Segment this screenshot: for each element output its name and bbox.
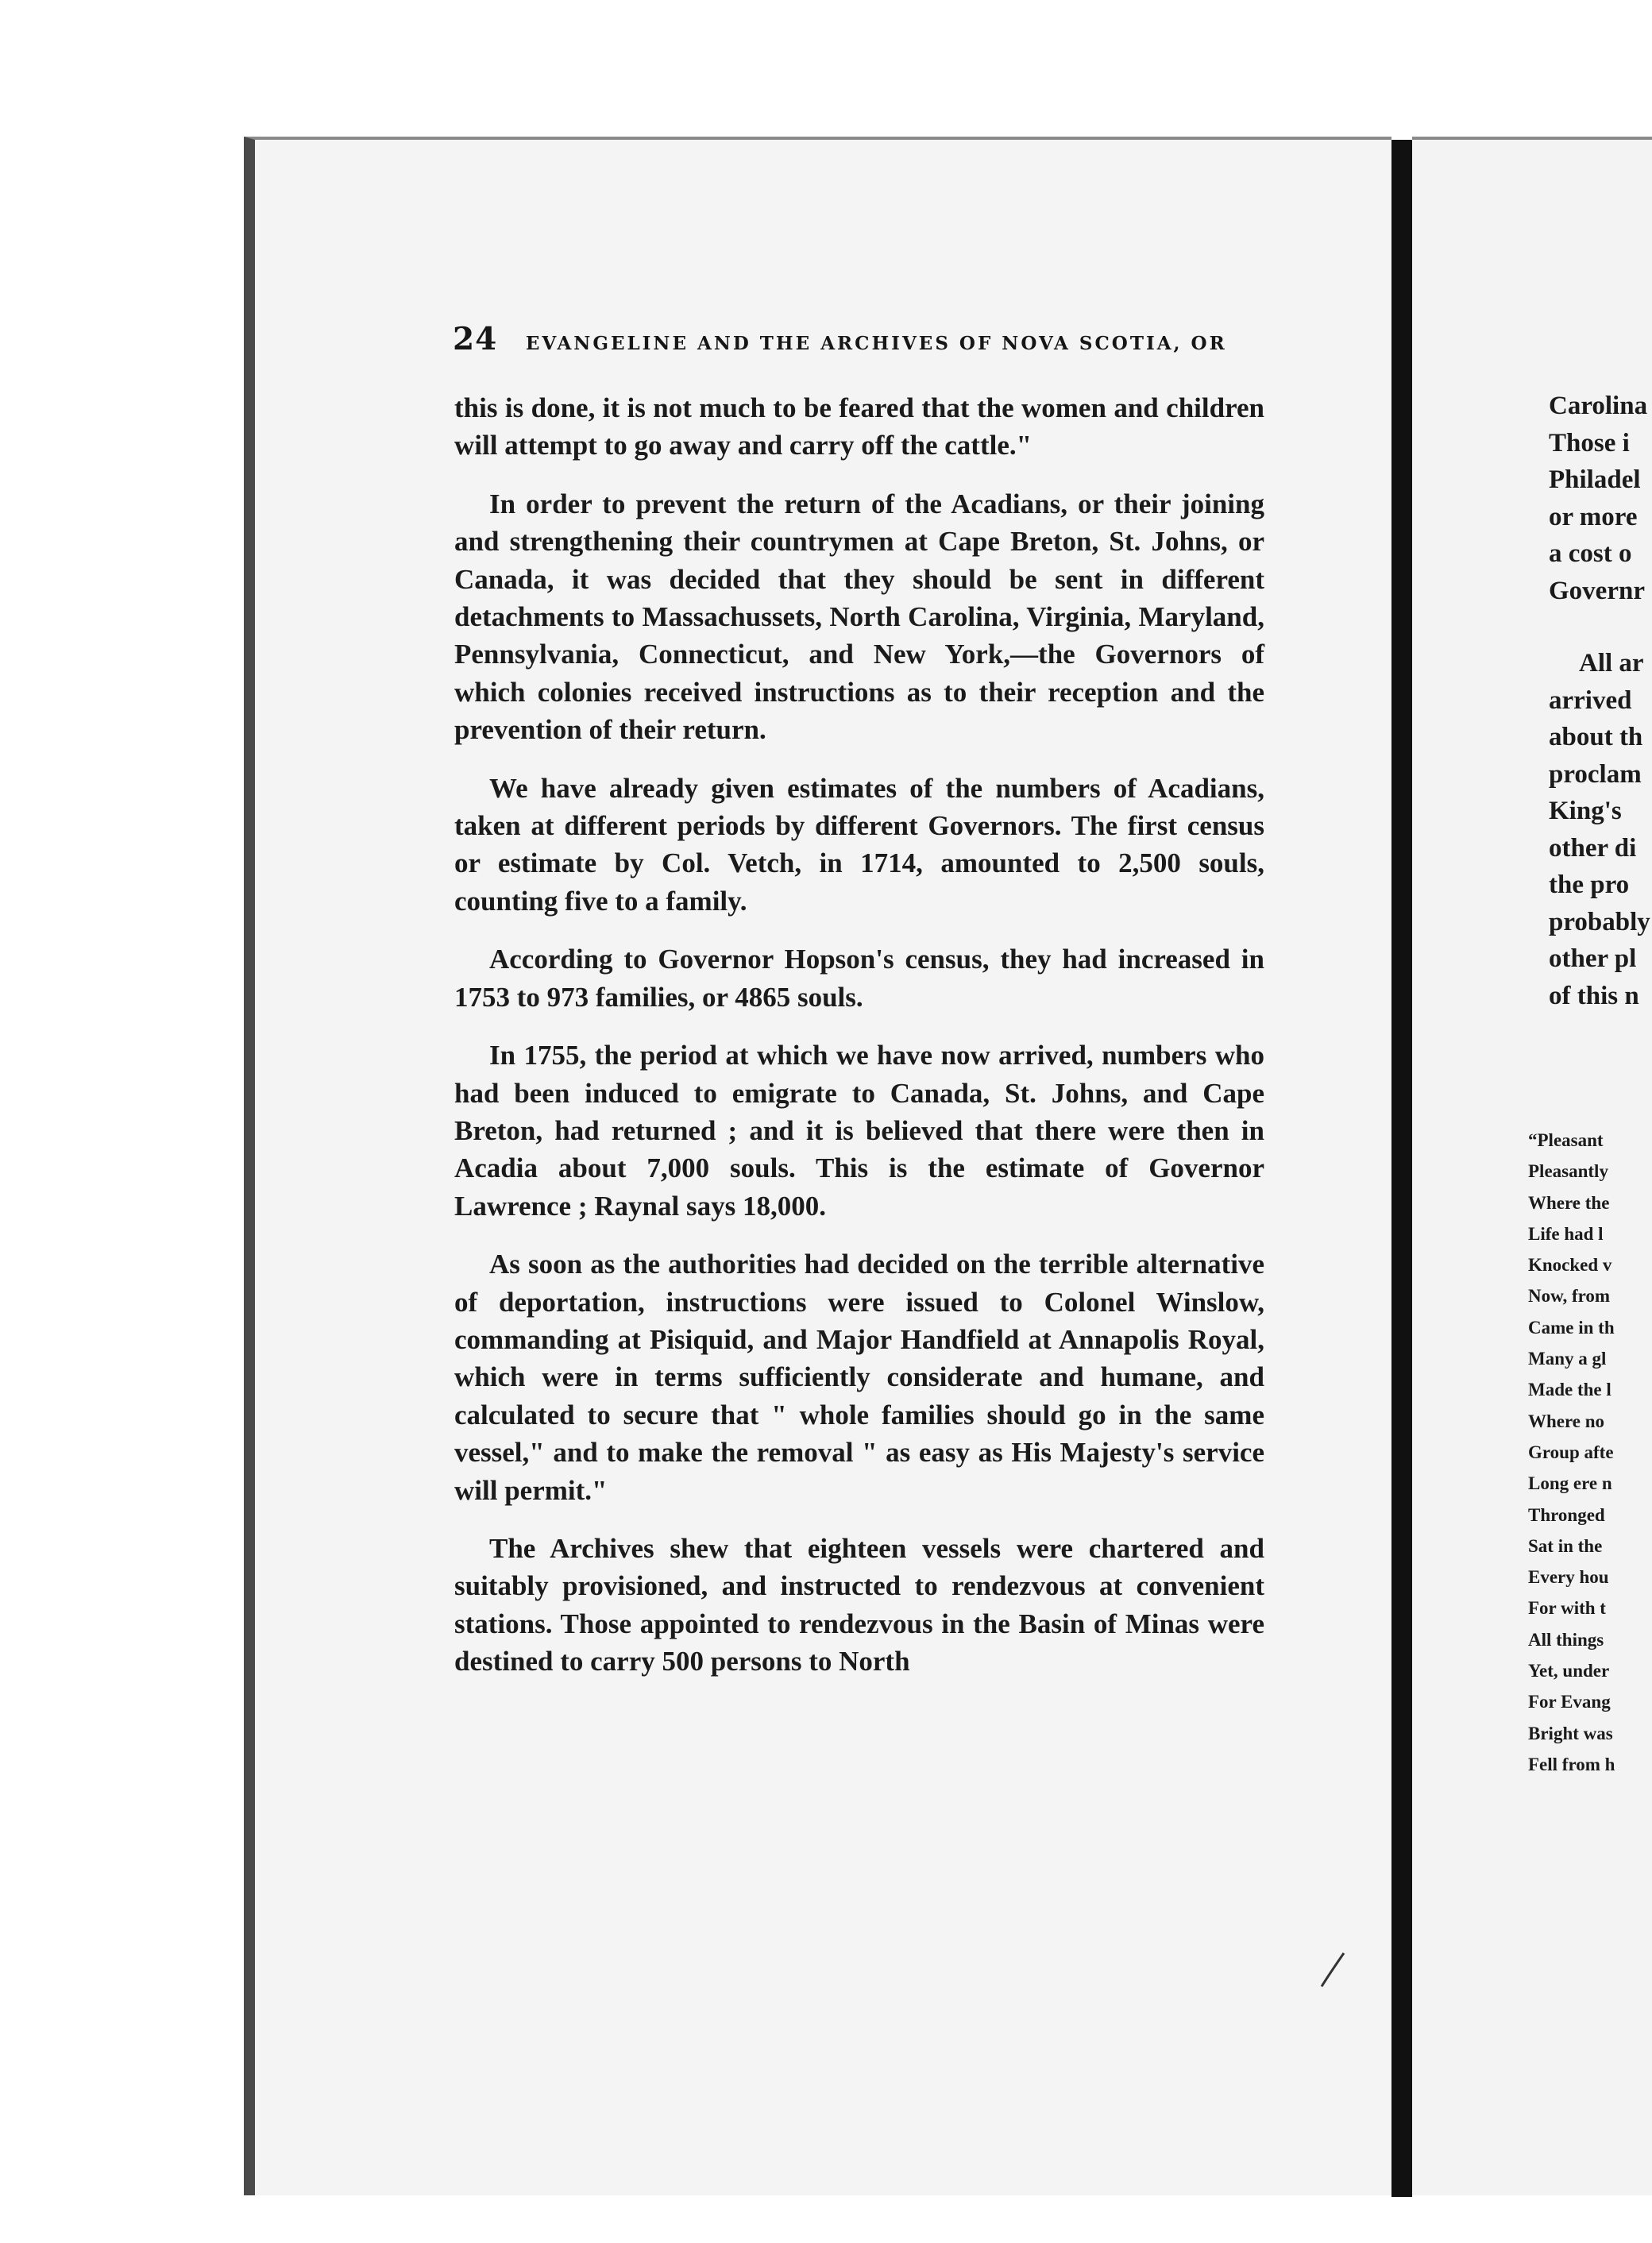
right-line: Governr [1549, 576, 1645, 605]
paragraph-2: In order to prevent the return of the Acadians, or their joining and strengthening their countrymen at Cape Breton, St. Johns, or Canada, it was decided that they should be sent in different detachments to Massachussets, North Carolina, Virginia, Maryland, Pennsylvania, Connecticut, and New York,—the Governors of which colonies received instructions as to their reception and the prevention of their return. [454, 488, 1264, 746]
right-line: about th [1549, 723, 1643, 751]
poem-line: Where no [1528, 1411, 1605, 1431]
right-page-text [1549, 388, 1652, 1014]
right-line: Those i [1549, 428, 1630, 457]
left-page-text [454, 389, 1264, 1681]
page-number: 24 [453, 321, 498, 357]
poem-line: All things [1528, 1629, 1604, 1650]
book-spine-shadow [1391, 140, 1412, 2197]
paragraph-gap [1549, 609, 1652, 645]
right-line: other di [1549, 833, 1637, 863]
right-line: arrived [1549, 685, 1632, 715]
poem-line: Now, from [1528, 1286, 1611, 1307]
poem-line: Made the l [1528, 1380, 1611, 1400]
pencil-mark-icon [1318, 1950, 1347, 1990]
poem-line: Group afte [1528, 1442, 1614, 1462]
poem-line: “Pleasant [1528, 1130, 1604, 1150]
paragraph-3: We have already given estimates of the numbers of Acadians, taken at different periods by different Governors. The first census or estimate by Col. Vetch, in 1714, amounted to 2,500 souls, counting five to a family. [454, 772, 1264, 917]
paragraph-5: In 1755, the period at which we have now arrived, numbers who had been induced to emigrate to Canada, St. Johns, and Cape Breton, had returned ; and it is believed that there were then in Acadia about 7,000 souls. This is the estimate of Governor Lawrence ; Raynal says 18,000. [454, 1040, 1264, 1222]
poem-line: Many a gl [1528, 1349, 1607, 1369]
right-line: of this n [1549, 981, 1639, 1010]
right-line: Philadel [1549, 465, 1641, 494]
poem-line: Knocked v [1528, 1255, 1612, 1276]
poem-line: Sat in the [1528, 1535, 1603, 1556]
poem-line: Bright was [1528, 1723, 1613, 1743]
right-line: All ar [1579, 649, 1644, 678]
poem-line: Came in th [1528, 1317, 1615, 1338]
right-page-poem [1528, 1125, 1652, 1780]
paragraph-4: According to Governor Hopson's census, they had increased in 1753 to 973 families, or 4865 souls. [454, 944, 1264, 1013]
right-line: King's [1549, 797, 1622, 825]
poem-line: For with t [1528, 1598, 1606, 1619]
poem-line: Every hou [1528, 1567, 1609, 1588]
right-line: probably [1549, 907, 1650, 936]
right-line: or more [1549, 502, 1638, 531]
poem-line: Pleasantly [1528, 1161, 1608, 1182]
right-line: proclam [1549, 759, 1642, 789]
paragraph-7: The Archives shew that eighteen vessels were chartered and suitably provisioned, and instructed to rendezvous at convenient stations. Those appointed to rendezvous in the Basin of Minas were destined to carry 500 persons to North [454, 1532, 1264, 1677]
paragraph-6: As soon as the authorities had decided on the terrible alternative of deportation, instructions were issued to Colonel Winslow, commanding at Pisiquid, and Major Handfield at Annapolis Royal, which were in terms sufficiently considerate and humane, and calculated to secure that " whole families should go in the same vessel," and to make the removal " as easy as His Majesty's service will permit." [454, 1249, 1264, 1506]
paragraph-1: this is done, it is not much to be feared that the women and children will attempt to go away and carry off the cattle." [454, 392, 1264, 461]
right-line: a cost o [1549, 539, 1632, 568]
poem-line: Long ere n [1528, 1473, 1612, 1494]
poem-line: Thronged [1528, 1504, 1605, 1525]
right-line: other pl [1549, 944, 1637, 973]
poem-line: Life had l [1528, 1223, 1604, 1244]
poem-line: Fell from h [1528, 1754, 1615, 1774]
poem-line: For Evang [1528, 1692, 1611, 1712]
page-header [453, 321, 1247, 361]
right-line: the pro [1549, 871, 1630, 899]
poem-line: Yet, under [1528, 1661, 1610, 1681]
running-head: EVANGELINE AND THE ARCHIVES OF NOVA SCOTIA, OR [525, 333, 1227, 354]
poem-line: Where the [1528, 1192, 1610, 1213]
right-line: Carolina [1549, 392, 1648, 420]
